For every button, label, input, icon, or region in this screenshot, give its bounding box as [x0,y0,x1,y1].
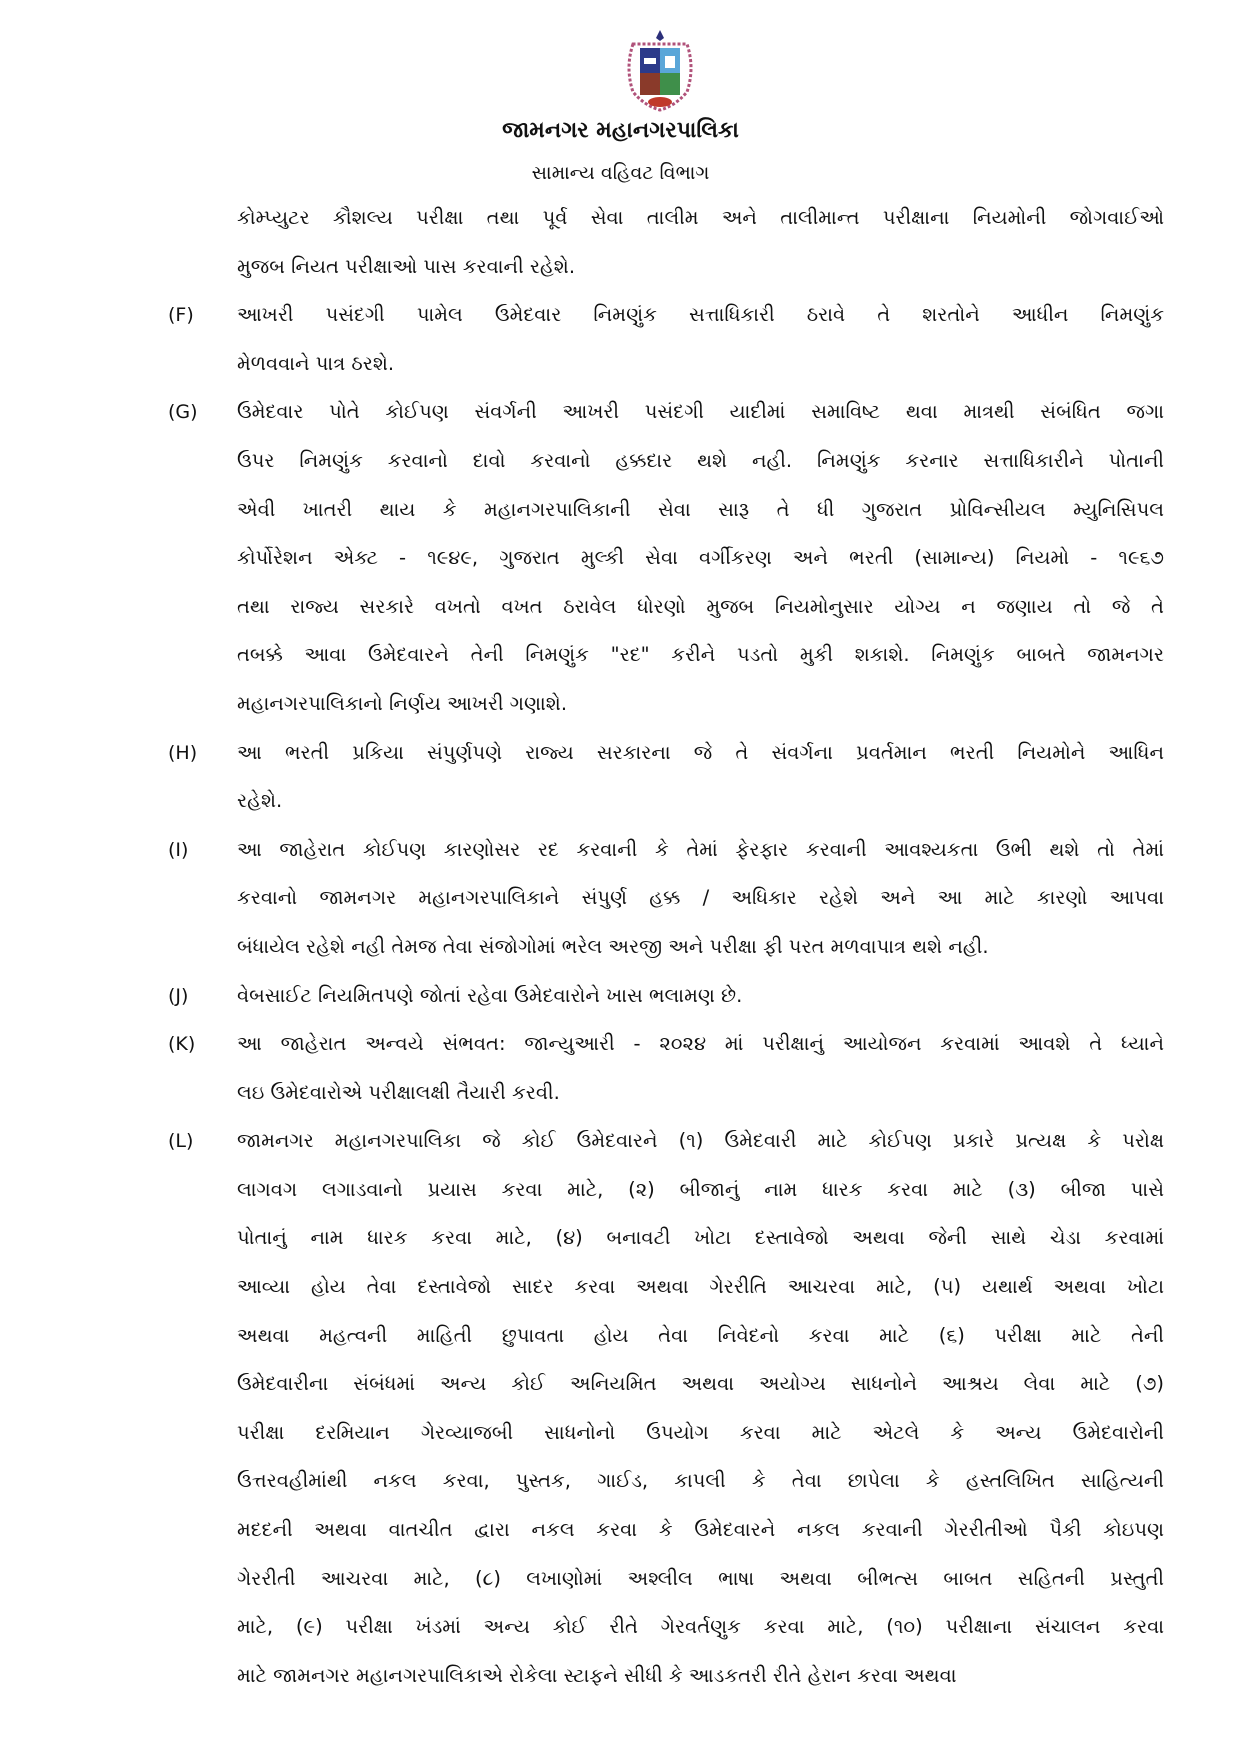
paragraph-line [0,729,1241,778]
paragraph-line [0,1360,1241,1409]
paragraph-line [0,826,1241,875]
paragraph-line [0,534,1241,583]
paragraph-line [0,1555,1241,1604]
clause-text: મહાનગરપાલિકાનો નિર્ણય આખરી ગણાશે. [237,691,568,715]
clause-text: ઉમેદવાર પોતે કોઈપણ સંવર્ગની આખરી પસંદગી યાદીમાં સમાવિષ્ટ થવા માત્રથી સંબંધિત જગા [237,400,1164,424]
clause-text: આવ્યા હોય તેવા દસ્તાવેજો સાદર કરવા અથવા ગેરરીતિ આચરવા માટે, (૫) યથાર્થ અથવા ખોટા [237,1275,1164,1299]
paragraph-line [0,1457,1241,1506]
paragraph-line [0,1214,1241,1263]
paragraph-line [0,874,1241,923]
paragraph-line [0,923,1241,972]
paragraph-line [0,1506,1241,1555]
paragraph-line [0,1312,1241,1361]
paragraph-line [0,1409,1241,1458]
clause-text: માટે જામનગર મહાનગરપાલિકાએ રોકેલા સ્ટાફને સીધી કે આડકતરી રીતે હેરાન કરવા અથવા [237,1663,957,1687]
paragraph-line [0,1603,1241,1652]
clause-text: તબક્કે આવા ઉમેદવારને તેની નિમણુંક "રદ" કરીને પડતો મુકી શકાશે. નિમણુંક બાબતે જામનગર [237,643,1164,667]
paragraph-line [0,680,1241,729]
clause-label: (F) [168,304,194,327]
clause-text: એવી ખાતરી થાય કે મહાનગરપાલિકાની સેવા સારૂ તે ધી ગુજરાત પ્રોવિન્સીયલ મ્યુનિસિપલ [237,497,1164,521]
paragraph-line [0,1166,1241,1215]
paragraph-line [0,291,1241,340]
paragraph-line [0,486,1241,535]
clause-text: આ જાહેરાત કોઈપણ કારણોસર રદ કરવાની કે તેમાં ફેરફાર કરવાની આવશ્યકતા ઉભી થશે તો તેમાં [237,837,1164,861]
clause-label: (K) [168,1033,196,1056]
paragraph-line [0,194,1241,243]
clause-label: (H) [168,741,198,764]
document-body [0,194,1241,1700]
paragraph-line [0,388,1241,437]
clause-text: મદદની અથવા વાતચીત દ્વારા નકલ કરવા કે ઉમેદવારને નકલ કરવાની ગેરરીતીઓ પૈકી કોઇપણ [237,1518,1164,1542]
clause-text: માટે, (૯) પરીક્ષા ખંડમાં અન્ય કોઈ રીતે ગેરવર્તણુક કરવા માટે, (૧૦) પરીક્ષાના સંચાલન કરવા [237,1615,1164,1639]
paragraph-line [0,243,1241,292]
clause-label: (L) [168,1130,194,1153]
paragraph-line [0,972,1241,1021]
clause-text: અથવા મહત્વની માહિતી છુપાવતા હોય તેવા નિવેદનો કરવા માટે (૬) પરીક્ષા માટે તેની [237,1323,1164,1347]
paragraph-line [0,340,1241,389]
clause-text: ઉત્તરવહીમાંથી નકલ કરવા, પુસ્તક, ગાઈડ, કાપલી કે તેવા છાપેલા કે હસ્તલિખિત સાહિત્યની [237,1469,1164,1493]
clause-text: વેબસાઈટ નિયમિતપણે જોતાં રહેવા ઉમેદવારોને ખાસ ભલામણ છે. [237,983,743,1007]
paragraph-line [0,777,1241,826]
paragraph-line [0,437,1241,486]
clause-label: (J) [168,984,189,1007]
clause-text: તથા રાજ્ય સરકારે વખતો વખત ઠરાવેલ ધોરણો મુજબ નિયમોનુસાર યોગ્ય ન જણાય તો જે તે [237,594,1164,618]
paragraph-line [0,1069,1241,1118]
clause-text: આ ભરતી પ્રકિયા સંપુર્ણપણે રાજ્ય સરકારના જે તે સંવર્ગના પ્રવર્તમાન ભરતી નિયમોને આધિન [237,740,1164,764]
clause-text: ઉપર નિમણુંક કરવાનો દાવો કરવાનો હક્કદાર થશે નહી. નિમણુંક કરનાર સત્તાધિકારીને પોતાની [237,448,1164,472]
clause-text: આ જાહેરાત અન્વયે સંભવત: જાન્યુઆરી - ૨૦૨૪ માં પરીક્ષાનું આયોજન કરવામાં આવશે તે ધ્યાને [237,1032,1164,1056]
paragraph-line [0,1020,1241,1069]
paragraph-line [0,583,1241,632]
paragraph-line [0,1652,1241,1701]
clause-text: મેળવવાને પાત્ર ઠરશે. [237,351,395,375]
paragraph-line [0,631,1241,680]
clause-label: (G) [168,401,198,424]
clause-label: (I) [168,838,189,861]
paragraph-line [0,1263,1241,1312]
clause-text: કોર્પોરેશન એક્ટ - ૧૯૪૯, ગુજરાત મુલ્કી સેવા વર્ગીકરણ અને ભરતી (સામાન્ય) નિયમો - ૧૯૬૭ [237,546,1164,570]
clause-text: ઉમેદવારીના સંબંધમાં અન્ય કોઈ અનિયમિત અથવા અયોગ્ય સાધનોને આશ્રય લેવા માટે (૭) [237,1372,1164,1396]
clause-text: પરીક્ષા દરમિયાન ગેરવ્યાજબી સાધનોનો ઉપયોગ કરવા માટે એટલે કે અન્ય ઉમેદવારોની [237,1420,1164,1444]
clause-text: ગેરરીતી આચરવા માટે, (૮) લખાણોમાં અશ્લીલ ભાષા અથવા બીભત્સ બાબત સહિતની પ્રસ્તુતી [237,1566,1164,1590]
clause-text: લાગવગ લગાડવાનો પ્રયાસ કરવા માટે, (૨) બીજાનું નામ ધારક કરવા માટે (૩) બીજા પાસે [237,1177,1164,1201]
clause-text: પોતાનું નામ ધારક કરવા માટે, (૪) બનાવટી ખોટા દસ્તાવેજો અથવા જેની સાથે ચેડા કરવામાં [237,1226,1164,1250]
clause-text: આખરી પસંદગી પામેલ ઉમેદવાર નિમણુંક સત્તાધિકારી ઠરાવે તે શરતોને આધીન નિમણુંક [237,303,1164,327]
clause-text: કરવાનો જામનગર મહાનગરપાલિકાને સંપુર્ણ હક્ક / અધિકાર રહેશે અને આ માટે કારણો આપવા [237,886,1164,910]
clause-text: મુજબ નિયત પરીક્ષાઓ પાસ કરવાની રહેશે. [237,254,576,278]
clause-text: લઇ ઉમેદવારોએ પરીક્ષાલક્ષી તૈયારી કરવી. [237,1080,560,1104]
clause-text: કોમ્પ્યુટર કૌશલ્ય પરીક્ષા તથા પૂર્વ સેવા તાલીમ અને તાલીમાન્ત પરીક્ષાના નિયમોની જોગવાઈઓ [237,206,1164,229]
municipal-corporation-emblem [615,28,705,118]
department-title: સામાન્ય વહિવટ વિભાગ [531,162,710,184]
organization-title: જામનગર મહાનગરપાલિકા [502,118,739,143]
clause-text: બંધાયેલ રહેશે નહી તેમજ તેવા સંજોગોમાં ભરેલ અરજી અને પરીક્ષા ફી પરત મળવાપાત્ર થશે નહી. [237,934,989,958]
paragraph-line [0,1117,1241,1166]
clause-text: જામનગર મહાનગરપાલિકા જે કોઈ ઉમેદવારને (૧) ઉમેદવારી માટે કોઈપણ પ્રકારે પ્રત્યક્ષ કે પરોક્ષ [237,1129,1164,1153]
clause-text: રહેશે. [237,789,283,813]
